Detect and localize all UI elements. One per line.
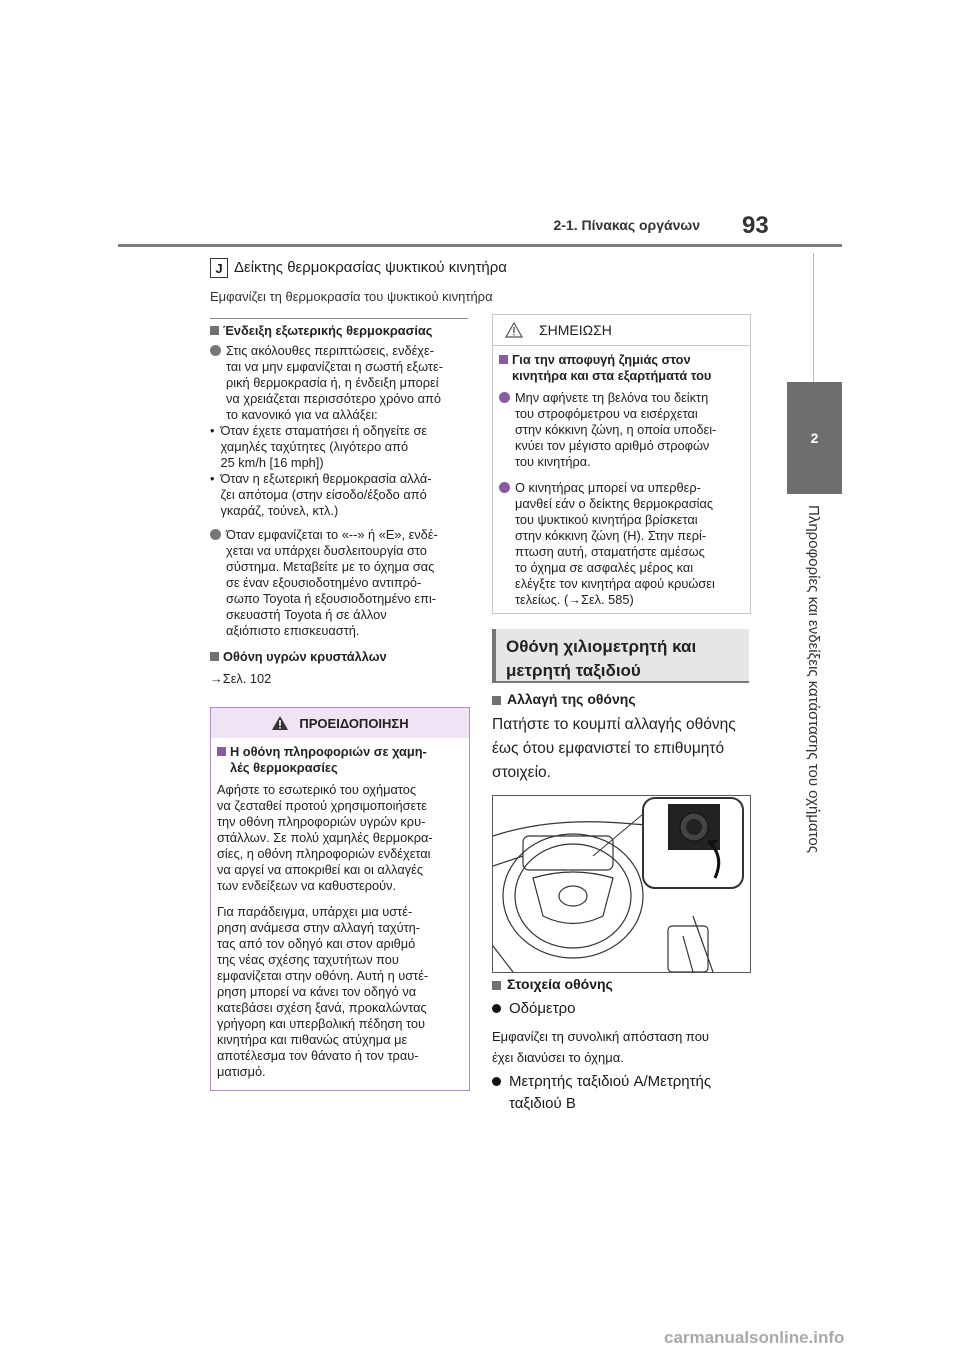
square-bullet-icon (492, 696, 501, 705)
outside-temp-heading: Ένδειξη εξωτερικής θερμοκρασίας (210, 318, 468, 339)
square-bullet-icon (492, 981, 501, 990)
watermark: carmanualsonline.info (664, 1328, 845, 1347)
warning-body (211, 738, 469, 1080)
warning-triangle-icon (271, 715, 289, 731)
warning-heading: Η οθόνη πληροφοριών σε χαμη- λές θερμοκρασίες (217, 744, 463, 776)
steering-wheel-illustration (492, 795, 751, 973)
header-rule (118, 244, 842, 247)
malfunction-paragraph: Όταν εμφανίζεται το «--» ή «E», ενδέ- χεται να υπάρχει δυσλειτουργία στο σύστημα. Μεταβείτε με το όχημα σας σε έναν εξουσιοδοτημένο αντιπρό- σωπο Toyota ή εξουσιοδοτημένο επι- σκευαστή Toyota ή σε άλλον αξιόπιστο επισκευαστή. (210, 527, 468, 639)
round-bullet-icon (210, 345, 221, 356)
outside-temp-paragraph: Στις ακόλουθες περιπτώσεις, ενδέχε- ται να μην εμφανίζεται η σωστή εξωτε- ρική θερμοκρασία ή, η ένδειξη μπορεί να χρειάζεται περισσότερο χρόνο από το κανονικό για να αλλάξει: (210, 343, 468, 423)
change-display-heading: Αλλαγή της οθόνης (492, 691, 754, 707)
round-bullet-icon (499, 392, 510, 403)
left-column (210, 318, 468, 687)
notice-header: ΣΗΜΕΙΩΣΗ (493, 315, 750, 346)
chapter-tab: 2 (787, 382, 842, 494)
warning-header: ΠΡΟΕΙΔΟΠΟΙΗΣΗ (211, 708, 469, 738)
square-bullet-icon (210, 652, 219, 661)
warning-paragraph-2: Για παράδειγμα, υπάρχει μια υστέ- ρηση ανάμεσα στην αλλαγή ταχύτη- τας από τον οδηγό και στον αριθμό της νέας σχέσης ταχυτήτων που εμφανίζεται στην οθόνη. Αυτή η υστέ- ρηση μπορεί να κάνει τον οδηγό να κατεβάσει σχέση ξανά, προκαλώντας γρήγορη και υπερβολική πέδηση του κινητήρα και πιθανώς ατύχημα με αποτέλεσμα τον θάνατο ή τον τραυ- ματισμό. (217, 904, 429, 1079)
item-label-j: J (210, 258, 228, 278)
lcd-page-ref: →Σελ. 102 (210, 671, 272, 686)
change-display-block (492, 691, 754, 785)
square-bullet-icon (217, 747, 226, 756)
warning-paragraph-1: Αφήστε το εσωτερικό του οχήματος να ζεσταθεί προτού χρησιμοποιήσετε την οθόνη πληροφοριών υγρών κρυ- στάλλων. Σε πολύ χαμηλές θερμοκρα- σίες, η οθόνη πληροφοριών ενδέχεται να αργεί να αποκριθεί και οι αλλαγές των ενδείξεων να καθυστερούν. (217, 782, 433, 893)
lcd-heading: Οθόνη υγρών κρυστάλλων (210, 649, 468, 665)
dashboard-drawing (493, 796, 750, 972)
odometer-item: Οδόμετρο (492, 1000, 576, 1017)
notice-paragraph-2: Ο κινητήρας μπορεί να υπερθερ- μανθεί εάν ο δείκτης θερμοκρασίας του ψυκτικού κινητήρα βρίσκεται στην κόκκινη ζώνη (H). Στην περί- πτωση αυτή, σταματήστε αμέσως το όχημα σε ασφαλές μέρος και ελέγξτε τον κινητήρα αφού κρυώσει τελείως. (→Σελ. 585) (499, 480, 744, 608)
change-display-text: Πατήστε το κουμπί αλλαγής οθόνης έως ότου εμφανιστεί το επιθυμητό στοιχείο. (492, 716, 736, 781)
display-items-heading: Στοιχεία οθόνης (492, 976, 613, 992)
coolant-gauge-title: Δείκτης θερμοκρασίας ψυκτικού κινητήρα (234, 259, 507, 276)
round-bullet-icon (492, 1077, 501, 1086)
odometer-description: Εμφανίζει τη συνολική απόσταση που έχει διανύσει το όχημα. (492, 1029, 710, 1065)
list-item: • Όταν η εξωτερική θερμοκρασία αλλά- ζει απότομα (στην είσοδο/έξοδο από γκαράζ, τούνελ, κτλ.) (210, 471, 432, 518)
section-heading-odometer: Οθόνη χιλιομετρητή και μετρητή ταξιδιού (492, 629, 749, 683)
round-bullet-icon (210, 529, 221, 540)
warning-box (210, 707, 470, 1091)
notice-paragraph-1: Μην αφήνετε τη βελόνα του δείκτη του στροφόμετρου να εισέρχεται στην κόκκινη ζώνη, η οποία υποδει- κνύει τον μέγιστο αριθμό στροφών του κινητήρα. (499, 390, 744, 470)
notice-box (492, 314, 751, 614)
square-bullet-icon (499, 355, 508, 364)
round-bullet-icon (499, 482, 510, 493)
round-bullet-icon (492, 1004, 501, 1013)
notice-heading: Για την αποφυγή ζημιάς στον κινητήρα και στα εξαρτήματά του (499, 352, 744, 384)
square-bullet-icon (210, 326, 219, 335)
coolant-gauge-description: Εμφανίζει τη θερμοκρασία του ψυκτικού κινητήρα (210, 289, 493, 304)
list-item: • Όταν έχετε σταματήσει ή οδηγείτε σε χαμηλές ταχύτητες (λιγότερο από 25 km/h [16 mph]) (210, 423, 428, 470)
notice-triangle-icon (505, 322, 523, 338)
chapter-title-vertical: Πληροφορίες και ενδείξεις κατάστασης του οχήματος (805, 505, 822, 853)
notice-body (493, 346, 750, 608)
trip-meter-item: Μετρητής ταξιδιού A/Μετρητής ταξιδιού B (492, 1071, 754, 1115)
section-title: 2-1. Πίνακας οργάνων (553, 217, 700, 233)
page-number: 93 (742, 212, 769, 239)
side-rule (813, 253, 814, 382)
